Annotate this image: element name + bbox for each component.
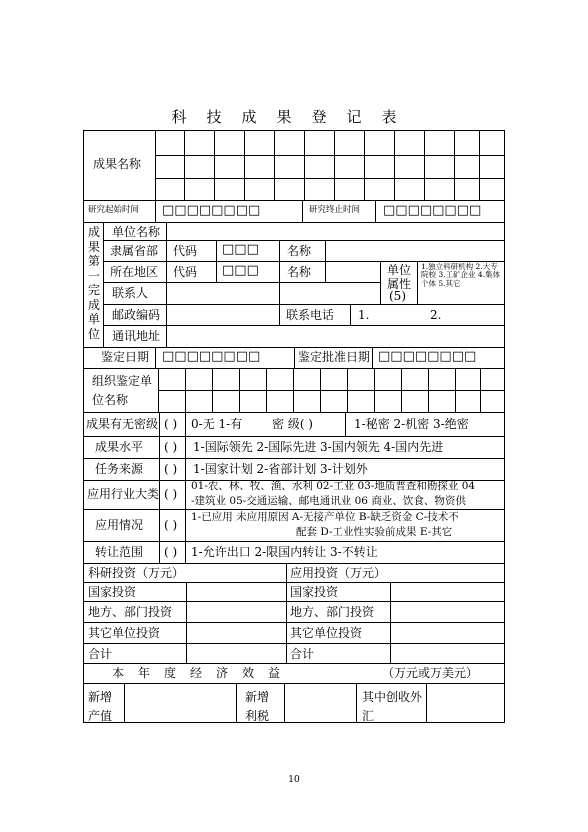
appraisal-date-boxes[interactable]: □□□□□□□□ [162,349,261,364]
level-options: 1-国际领先 2-国际先进 3-国内领先 4-国内先进 [193,440,444,454]
page-number: 10 [288,775,300,785]
unit-attr-number: (5) [389,289,406,303]
contact-label: 联系人 [112,286,149,300]
unit-attr-label: 单位属性 [386,263,411,291]
new-output-label: 新增产值 [88,690,113,723]
level-paren[interactable]: ( ) [164,440,178,454]
application-paren[interactable]: ( ) [164,518,178,532]
app-local-invest-label: 地方、部门投资 [290,605,375,619]
approval-date-boxes[interactable]: □□□□□□□□ [378,349,477,364]
secret-level-options: 1-秘密 2-机密 3-绝密 [354,417,469,431]
end-time-boxes[interactable]: □□□□□□□□ [383,203,482,218]
transfer-paren[interactable]: ( ) [164,545,178,559]
industry-options-line1: 01-农、林、牧、渔、水利 02-工业 03-地质普查和勘探业 04 [191,480,476,492]
research-other-invest-label: 其它单位投资 [88,626,161,640]
transfer-options: 1-允许出口 2-限国内转让 3-不转让 [191,545,378,559]
approval-date-label: 鉴定批准日期 [298,350,371,364]
source-options: 1-国家计划 2-省部计划 3-计划外 [193,462,368,476]
affiliation-name-label: 名称 [287,244,312,258]
app-other-invest-label: 其它单位投资 [290,626,363,640]
application-options-line1: 1-已应用 未应用原因 A-无接产单位 B-缺乏资金 C-技术不 [191,511,459,523]
phone-2-label: 2. [430,308,442,322]
application-options-line2: 配套 D-工业性实验前成果 E-其它 [296,526,453,538]
affiliation-label: 隶属省部 [110,244,159,258]
application-label: 应用情况 [95,518,144,532]
secret-options: 0-无 1-有 [191,417,243,431]
end-time-label: 研究终止时间 [309,205,361,215]
result-name-label: 成果名称 [93,157,142,171]
app-state-invest-label: 国家投资 [290,585,339,599]
industry-options-line2: -建筑业 05-交通运输、邮电通讯业 06 商业、饮食、物资供 [191,495,466,507]
benefit-unit-label: （万元或万美元） [382,666,479,680]
region-label: 所在地区 [110,265,159,279]
unit-name-label: 单位名称 [112,225,161,239]
secret-label: 成果有无密级 [86,417,159,431]
source-label: 任务来源 [95,462,144,476]
transfer-label: 转让范围 [95,545,144,559]
phone-label: 联系电话 [286,308,335,322]
affiliation-code-label: 代码 [173,244,198,258]
industry-paren[interactable]: ( ) [164,487,178,501]
region-name-label: 名称 [287,265,312,279]
start-time-label: 研究起始时间 [88,205,140,215]
secret-level-label: 密 级( ) [272,417,313,431]
phone-1-label: 1. [358,308,370,322]
research-total-label: 合计 [88,647,113,661]
postcode-label: 邮政编码 [112,308,161,322]
org-appraisal-label: 组织鉴定单位名称 [92,374,153,407]
level-label: 成果水平 [95,440,144,454]
new-profit-label: 新增利税 [245,690,270,723]
app-total-label: 合计 [290,647,315,661]
appraisal-date-label: 鉴定日期 [101,350,150,364]
industry-label: 应用行业大类 [87,487,160,501]
affiliation-code-boxes[interactable]: □□□ [222,242,259,257]
unit-attr-options: 1.独立科研机构 2.大专院校 3.工矿企业 4.集体个体 5.其它 [421,262,501,288]
research-invest-label: 科研投资（万元） [88,566,185,580]
forex-label: 其中创收外汇 [362,690,423,723]
source-paren[interactable]: ( ) [164,462,178,476]
first-unit-vertical-label: 成果第一完成单位 [87,225,100,341]
region-code-boxes[interactable]: □□□ [222,263,259,278]
page-title: 科技成果登记表 [171,108,417,126]
annual-benefit-label: 本年度经济效益 [112,666,295,680]
secret-paren[interactable]: ( ) [164,417,178,431]
start-time-boxes[interactable]: □□□□□□□□ [162,203,261,218]
app-invest-label: 应用投资（万元） [290,566,387,580]
research-state-invest-label: 国家投资 [88,585,137,599]
research-local-invest-label: 地方、部门投资 [88,605,173,619]
region-code-label: 代码 [173,265,198,279]
address-label: 通讯地址 [112,329,161,343]
